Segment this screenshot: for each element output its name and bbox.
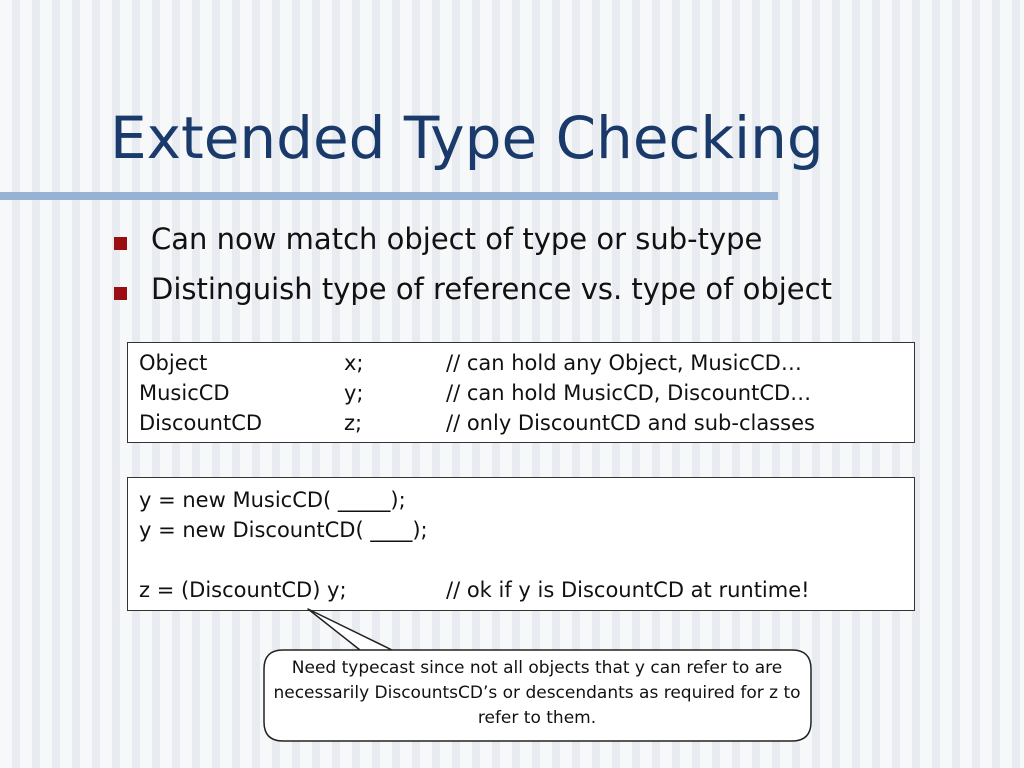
- assignment-line: y = new MusicCD( _____);: [139, 488, 406, 512]
- declaration-variable: y;: [344, 381, 364, 405]
- declaration-variable: z;: [344, 411, 363, 435]
- callout-text: Need typecast since not all objects that y can refer to are necessarily DiscountsCD’s or descendants as required for z to refer to them.: [273, 658, 801, 728]
- typecast-comment: // ok if y is DiscountCD at runtime!: [446, 578, 810, 602]
- declaration-variable: x;: [344, 351, 364, 375]
- declaration-comment: // can hold MusicCD, DiscountCD…: [446, 381, 812, 405]
- declaration-comment: // only DiscountCD and sub-classes: [446, 411, 815, 435]
- declaration-comment: // can hold any Object, MusicCD…: [446, 351, 802, 375]
- assignment-line: y = new DiscountCD( ____);: [139, 518, 428, 542]
- declaration-type: DiscountCD: [139, 411, 263, 435]
- declaration-type: Object: [139, 351, 208, 375]
- bullet-text: Distinguish type of reference vs. type of object: [151, 272, 832, 306]
- declaration-type: MusicCD: [139, 381, 230, 405]
- slide-title: Extended Type Checking: [110, 104, 824, 172]
- bullet-text: Can now match object of type or sub-type: [151, 222, 763, 256]
- typecast-line: z = (DiscountCD) y;: [139, 578, 347, 602]
